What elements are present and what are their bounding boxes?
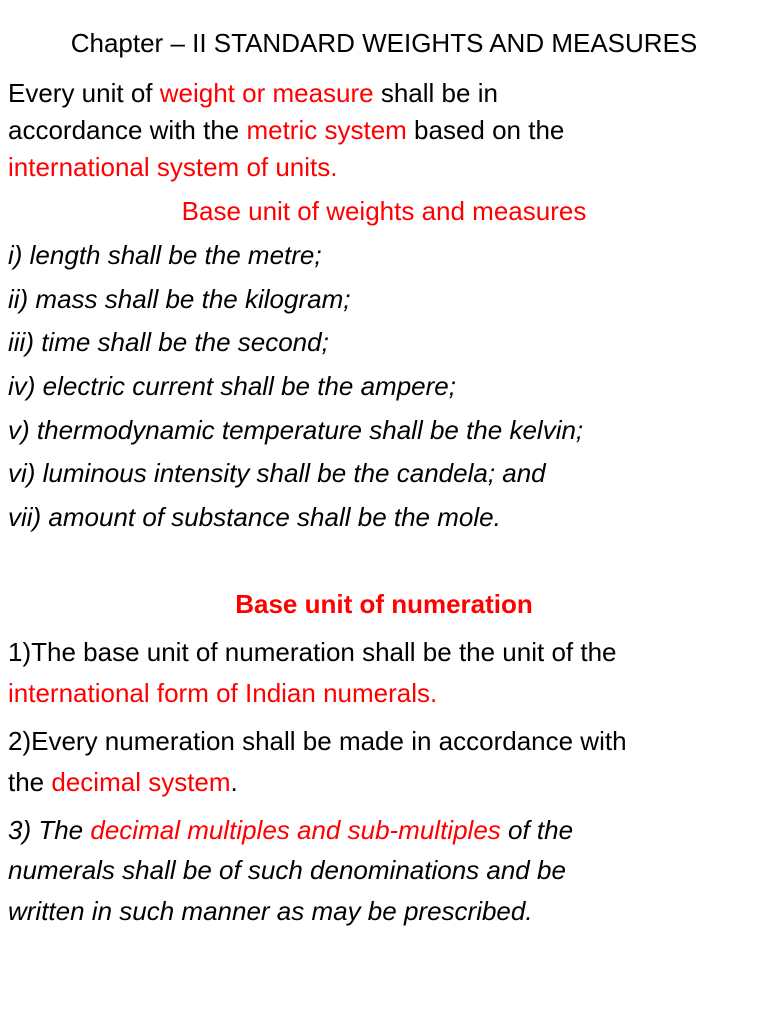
numeration-item-1-line-1: 1)The base unit of numeration shall be the unit of the: [8, 637, 617, 667]
page-title: Chapter – II STANDARD WEIGHTS AND MEASURES: [70, 28, 698, 58]
numeration-highlight: decimal multiples and sub-multiples: [90, 815, 501, 845]
base-unit-item: v) thermodynamic temperature shall be the kelvin;: [8, 415, 584, 445]
intro-text: based on the: [406, 115, 565, 145]
numeration-item-1-line-2: international form of Indian numerals.: [8, 678, 438, 708]
intro-line-1: [8, 78, 498, 108]
intro-text: accordance with the: [8, 115, 247, 145]
base-unit-item: vii) amount of substance shall be the mole.: [8, 502, 501, 532]
numeration-item-3-line-3: written in such manner as may be prescribed.: [8, 896, 533, 926]
base-unit-item: vi) luminous intensity shall be the candela; and: [8, 458, 546, 488]
intro-text: shall be in: [373, 78, 498, 108]
base-units-heading: Base unit of weights and measures: [181, 196, 587, 226]
numeration-text: the: [8, 767, 52, 797]
numeration-item-2-line-2: [8, 767, 238, 797]
numeration-highlight: decimal system: [51, 767, 231, 797]
intro-highlight: weight or measure: [159, 78, 374, 108]
intro-line-3: international system of units.: [8, 152, 338, 182]
base-unit-item: i) length shall be the metre;: [8, 240, 322, 270]
numeration-item-2-line-1: 2)Every numeration shall be made in accordance with: [8, 726, 627, 756]
numeration-text: .: [230, 767, 238, 797]
base-unit-item: ii) mass shall be the kilogram;: [8, 284, 351, 314]
intro-line-2: [8, 115, 564, 145]
numeration-item-3-line-2: numerals shall be of such denominations and be: [8, 855, 566, 885]
numeration-text: 3) The: [8, 815, 91, 845]
numeration-item-3-line-1: [8, 815, 573, 845]
intro-text: Every unit of: [8, 78, 160, 108]
base-unit-item: iv) electric current shall be the ampere;: [8, 371, 456, 401]
numeration-heading: Base unit of numeration: [235, 589, 533, 619]
intro-highlight: metric system: [246, 115, 407, 145]
numeration-text: of the: [500, 815, 574, 845]
base-unit-item: iii) time shall be the second;: [8, 327, 329, 357]
